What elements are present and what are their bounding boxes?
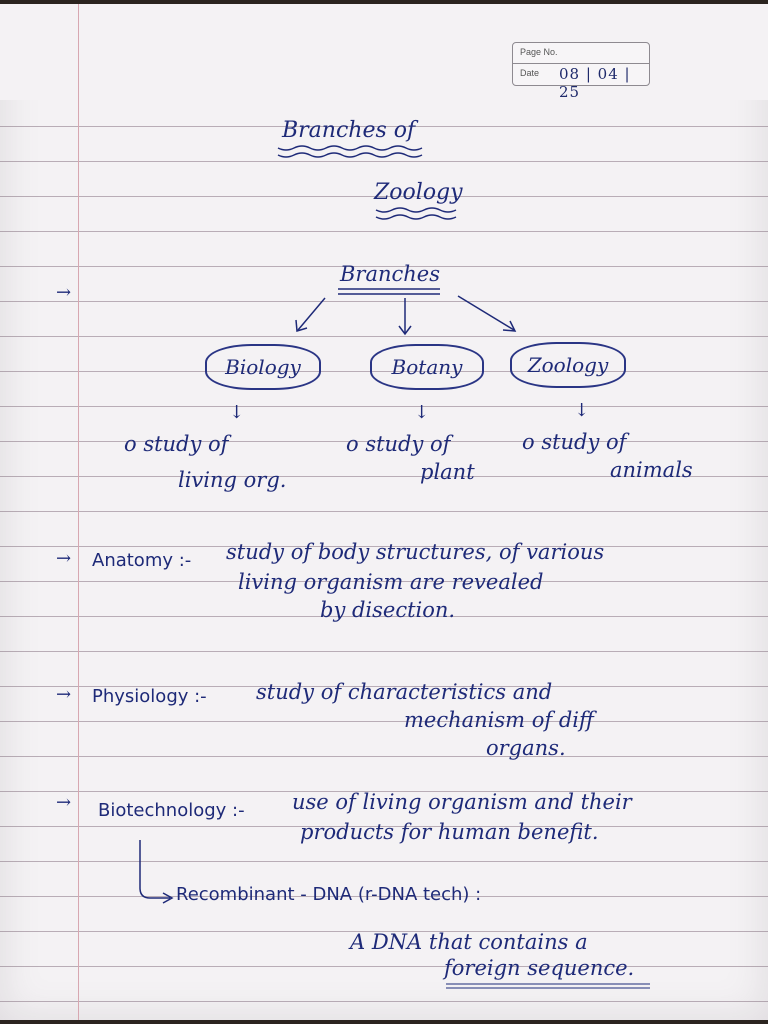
physiology-line-1: study of characteristics and — [256, 680, 553, 704]
bullet-biotechnology: → — [56, 792, 72, 813]
down-arrow-botany: ↓ — [414, 402, 430, 423]
desc-botany-line-2: plant — [420, 460, 475, 484]
term-biotechnology: Biotechnology :- — [98, 800, 245, 821]
physiology-line-2: mechanism of diff — [404, 708, 594, 732]
term-recombinant-dna: Recombinant - DNA (r-DNA tech) : — [176, 884, 482, 905]
node-label-botany: Botany — [391, 355, 463, 379]
diagram-root-label: Branches — [340, 262, 441, 286]
biotechnology-line-2: products for human benefit. — [300, 820, 599, 844]
title-line-1: Branches of — [282, 118, 416, 143]
desc-zoology-line-2: animals — [610, 458, 693, 482]
node-label-zoology: Zoology — [527, 353, 609, 377]
bullet-physiology: → — [56, 684, 72, 705]
node-label-biology: Biology — [225, 355, 301, 379]
desc-biology-line-1: o study of — [124, 432, 229, 456]
down-arrow-zoology: ↓ — [574, 400, 590, 421]
margin-arrow: → — [56, 282, 72, 303]
desc-zoology-line-1: o study of — [522, 430, 627, 454]
physiology-line-3: organs. — [486, 736, 566, 760]
recombinant-line-1: A DNA that contains a — [350, 930, 588, 954]
term-anatomy: Anatomy :- — [92, 550, 192, 571]
anatomy-line-3: by disection. — [320, 598, 456, 622]
anatomy-line-2: living organism are revealed — [238, 570, 544, 594]
cloud-node-biology — [205, 344, 321, 390]
date-label: Date — [520, 68, 540, 78]
bullet-anatomy: → — [56, 548, 72, 569]
term-physiology: Physiology :- — [92, 686, 207, 707]
cloud-node-botany — [370, 344, 484, 390]
page-no-label: Page No. — [520, 47, 558, 57]
title-line-2: Zoology — [374, 180, 463, 205]
recombinant-line-2: foreign sequence. — [444, 956, 635, 980]
date-value: 08 | 04 | 25 — [559, 65, 631, 101]
anatomy-line-1: study of body structures, of various — [226, 540, 605, 564]
desc-botany-line-1: o study of — [346, 432, 451, 456]
desc-biology-line-2: living org. — [178, 468, 287, 492]
cloud-node-zoology — [510, 342, 626, 388]
biotechnology-line-1: use of living organism and their — [292, 790, 632, 814]
down-arrow-biology: ↓ — [229, 402, 245, 423]
